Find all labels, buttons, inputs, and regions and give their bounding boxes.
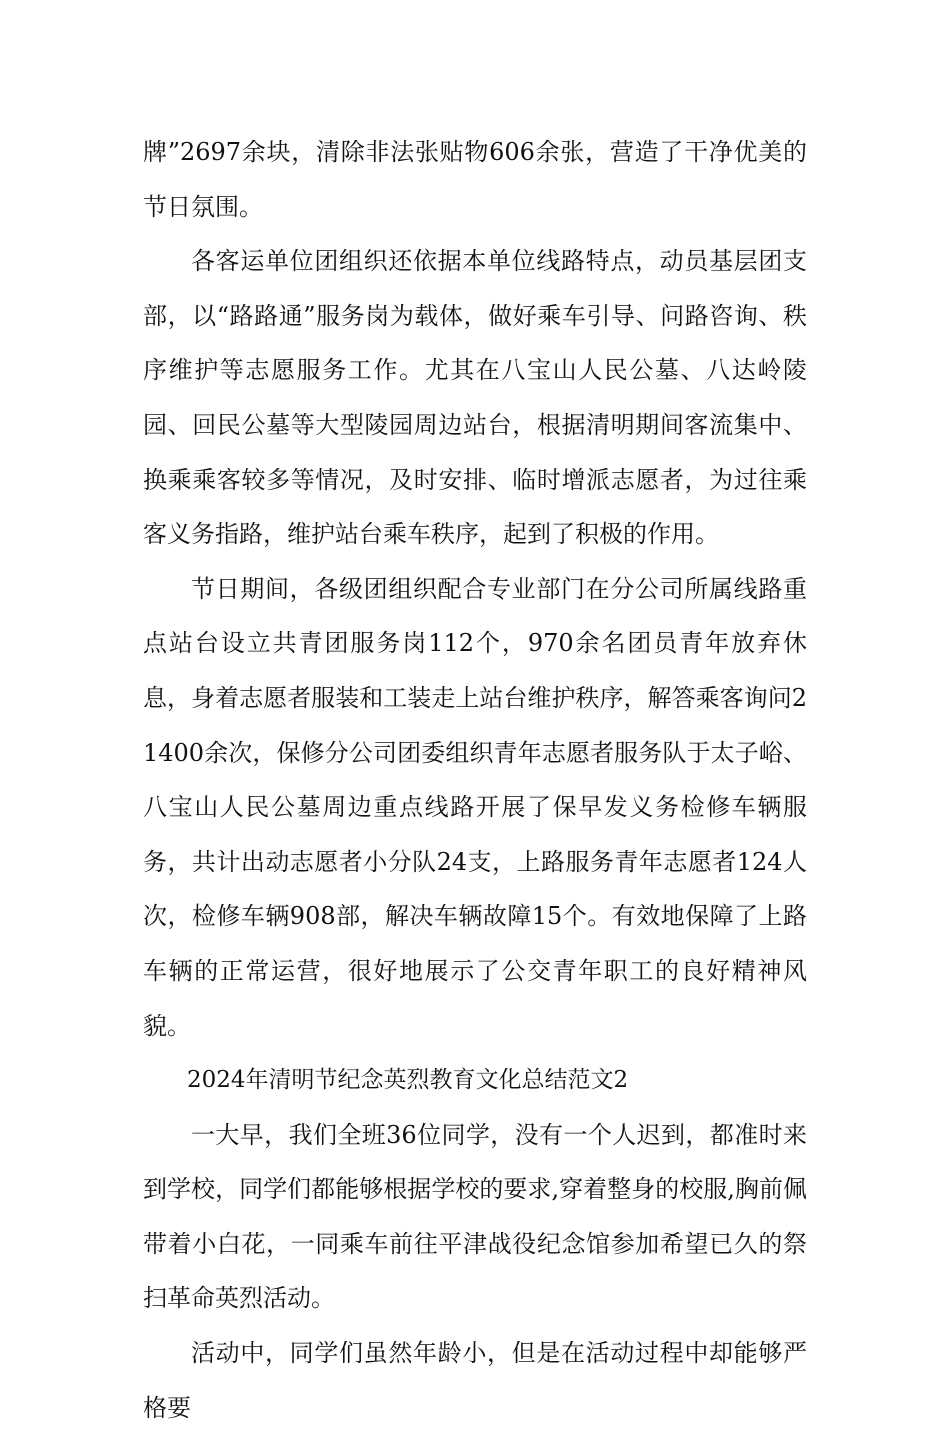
paragraph-3: 节日期间，各级团组织配合专业部门在分公司所属线路重点站台设立共青团服务岗112个，970余名团员青年放弃休息，身着志愿者服装和工装走上站台维护秩序，解答乘客询问21400余次，保修分公司团委组织青年志愿者服务队于太子峪、八宝山人民公墓周边重点线路开展了保早发义务检修车辆服务，共计出动志愿者小分队24支，上路服务青年志愿者124人次，检修车辆908部，解决车辆故障15个。有效地保障了上路车辆的正常运营，很好地展示了公交青年职工的良好精神风貌。: [143, 574, 807, 1040]
paragraph-2: 各客运单位团组织还依据本单位线路特点，动员基层团支部，以“路路通”服务岗为载体，做好乘车引导、问路咨询、秩序维护等志愿服务工作。尤其在八宝山人民公墓、八达岭陵园、回民公墓等大型陵园周边站台，根据清明期间客流集中、换乘乘客较多等情况，及时安排、临时增派志愿者，为过往乘客义务指路，维护站台乘车秩序，起到了积极的作用。: [143, 247, 807, 549]
paragraph-4: 一大早，我们全班36位同学，没有一个人迟到，都准时来到学校，同学们都能够根据学校的要求,穿着整身的校服,胸前佩带着小白花，一同乘车前往平津战役纪念馆参加希望已久的祭扫革命英烈活动。: [143, 1120, 807, 1313]
paragraph-1: 牌”2697余块，清除非法张贴物606余张，营造了干净优美的节日氛围。: [143, 138, 807, 221]
document-body: [143, 125, 807, 1435]
paragraph-5: 活动中，同学们虽然年龄小，但是在活动过程中却能够严格要: [143, 1339, 807, 1422]
section-heading: 2024年清明节纪念英烈教育文化总结范文2: [187, 1067, 629, 1094]
